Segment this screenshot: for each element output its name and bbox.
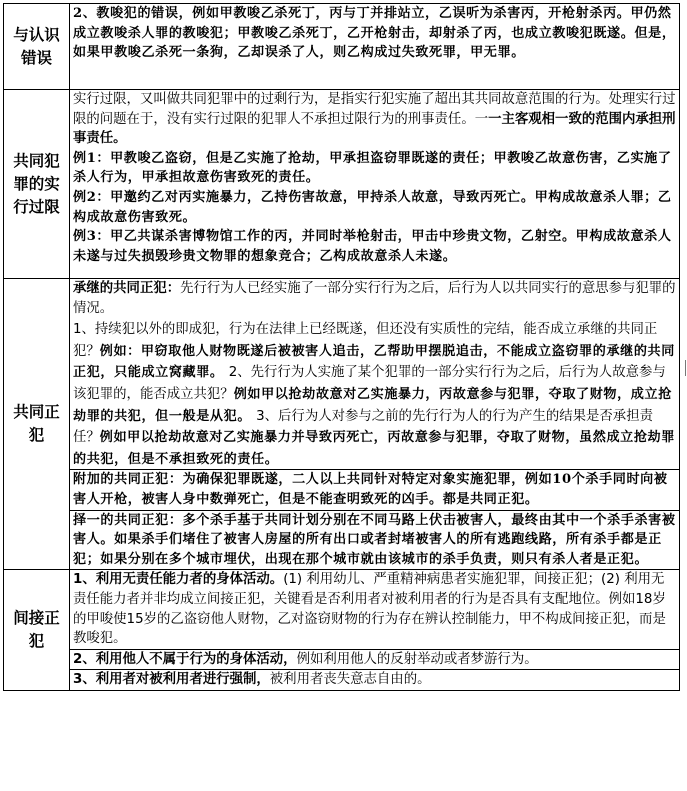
- indirect-item-2: [70, 649, 680, 670]
- row-body-cognitive-error: [70, 4, 680, 90]
- row-joint-principal-attached: [4, 470, 680, 510]
- row-cognitive-error: [4, 4, 680, 90]
- indirect-item-2-title: 2、利用他人不属于行为的身体活动，: [73, 651, 297, 667]
- successive-example-1: 例如：甲窃取他人财物既遂后被被害人追击，乙帮助甲摆脱追击，不能成立盗窃罪的承继的共同正犯，只能成立窝藏罪。: [73, 343, 675, 381]
- indirect-item-3-text: 被利用者丧失意志自由的。: [269, 672, 431, 688]
- indirect-item-1-title: 1、利用无责任能力者的身体活动。: [73, 572, 284, 588]
- excess-example-1: 例1：甲教唆乙盗窃，但是乙实施了抢劫，甲承担盗窃罪既遂的责任；甲教唆乙故意伤害，乙实施了杀人行为，甲承担故意伤害致死的责任。: [73, 150, 672, 186]
- alternative-title: 择一的共同正犯：: [73, 512, 183, 528]
- alternative-joint-principal-cell: [70, 510, 680, 570]
- successive-joint-principal-cell: [70, 279, 680, 470]
- indirect-item-3: [70, 670, 680, 691]
- successive-definition: 承继的共同正犯：先行行为人已经实施了一部分实行行为之后，后行为人以共同实行的意思参与犯罪的情况。: [73, 281, 676, 316]
- alternative-text: 多个杀手基于共同计划分别在不同马路上伏击被害人，最终由其中一个杀手杀害被害人。如果杀手们堵住了被害人房屋的所有出口或者封堵被害人的所有逃跑线路，所有杀手都是正犯；如果分别在多个城市埋伏，出现在那个城市就由该城市的杀手负责，则只有杀人者是正犯。: [73, 512, 676, 567]
- row-header-joint-principal: 共同正犯: [4, 279, 70, 570]
- indirect-item-1-text: (1) 利用幼儿、严重精神病患者实施犯罪，间接正犯；(2) 利用无责任能力者并非均成立间接正犯，关键看是否利用者对被利用者的行为是否具有支配地位。例如18岁的甲唆使15岁的乙盗窃他人财物，乙对盗窃财物的行为存在辨认控制能力，甲不构成间接正犯，而是教唆犯。: [73, 572, 666, 647]
- excess-act-intro: 实行过限，又叫做共同犯罪中的过剩行为，是指实行犯实施了超出其共同故意范围的行为。处理实行过限的问题在于，没有实行过限的犯罪人不承担过限行为的刑事责任。一一主客观相一致的范围内承担刑事责任。: [73, 92, 676, 147]
- instigator-error-text: 2、教唆犯的错误，例如甲教唆乙杀死丁，丙与丁并排站立，乙误听为杀害丙，开枪射杀丙。甲仍然成立教唆杀人罪的教唆犯；甲教唆乙杀死丁，乙开枪射击，却射杀了丙，也成立教唆犯既遂。但是，如果甲教唆乙杀死一条狗，乙却误杀了人，则乙构成过失致死罪，甲无罪。: [73, 6, 676, 61]
- row-excess-act: [4, 90, 680, 279]
- row-joint-principal-successive: [4, 279, 680, 470]
- row-header-cognitive-error: 与认识错误: [4, 4, 70, 90]
- attached-text: 为确保犯罪既遂，二人以上共同针对特定对象实施犯罪，例如10个杀手同时向被害人开枪，被害人身中数弹死亡，但是不能查明致死的凶手。都是共同正犯。: [73, 472, 668, 507]
- indirect-item-2-text: 例如利用他人的反射举动或者梦游行为。: [296, 651, 538, 667]
- row-header-indirect-principal: 间接正犯: [4, 570, 70, 691]
- successive-question-1: 1、持续犯以外的即成犯，行为在法律上已经既遂，但还没有实质性的完结，能否成立承继的共同正犯？: [73, 322, 658, 359]
- attached-title: 附加的共同正犯：: [73, 472, 183, 488]
- row-body-excess-act: [70, 90, 680, 279]
- row-indirect-principal-2: [4, 649, 680, 670]
- row-joint-principal-alternative: [4, 510, 680, 570]
- excess-example-3: 例3：甲乙共谋杀害博物馆工作的丙，并同时举枪射击，甲击中珍贵文物，乙射空。甲构成故意杀人未遂与过失损毁珍贵文物罪的想象竞合；乙构成故意杀人未遂。: [73, 229, 672, 264]
- successive-question-2: 2、先行行为人实施了某个犯罪的一部分实行行为之后，后行为人故意参与该犯罪的，能否成立共犯？: [73, 365, 666, 402]
- successive-example-3: 例如甲以抢劫故意对乙实施暴力并导致丙死亡，丙故意参与犯罪，夺取了财物，虽然成立抢劫罪的共犯，但是不承担致死的责任。: [73, 430, 675, 467]
- indirect-item-1: [70, 570, 680, 649]
- law-table: [3, 3, 680, 691]
- indirect-item-3-title: 3、利用者对被利用者进行强制，: [73, 672, 270, 688]
- attached-joint-principal-cell: [70, 470, 680, 510]
- row-header-excess-act: 共同犯罪的实行过限: [4, 90, 70, 279]
- successive-example-2: 例如甲以抢劫故意对乙实施暴力，丙故意参与犯罪，夺取了财物，成立抢劫罪的共犯，但一般是从犯。: [73, 386, 672, 424]
- row-indirect-principal-1: [4, 570, 680, 649]
- successive-question-3: 3、后行为人对参与之前的先行行为人的行为产生的结果是否承担责任？: [73, 408, 653, 446]
- page-edge-marker: [685, 360, 686, 376]
- row-indirect-principal-3: [4, 670, 680, 691]
- excess-example-2: 例2：甲邀约乙对丙实施暴力，乙持伤害故意，甲持杀人故意，导致丙死亡。甲构成故意杀人罪；乙构成故意伤害致死。: [73, 189, 672, 225]
